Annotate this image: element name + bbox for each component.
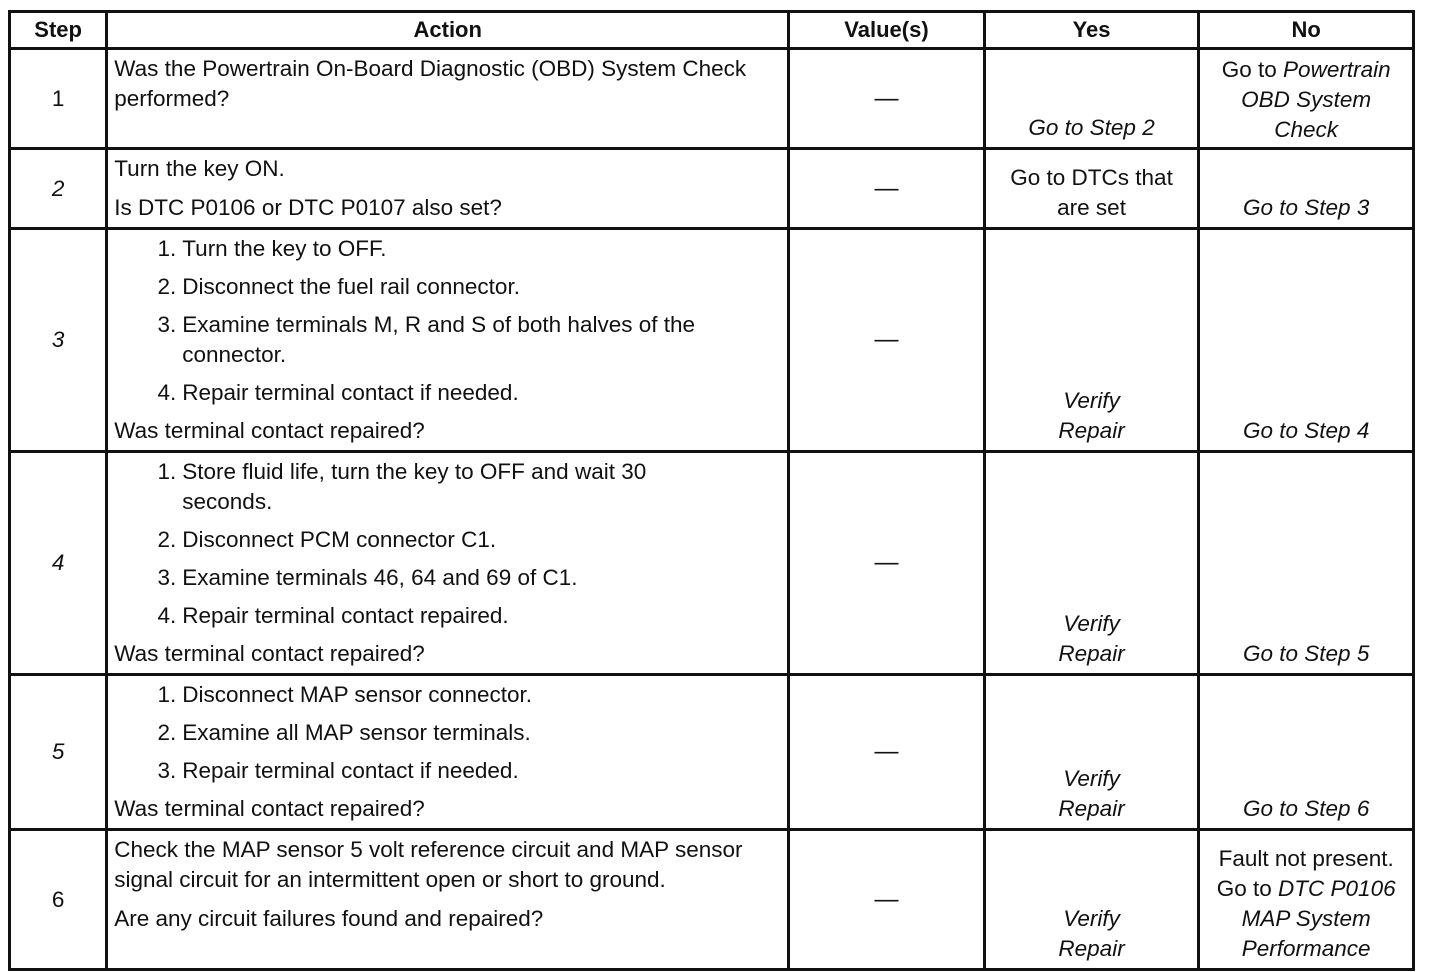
action-cell [107,229,789,452]
table-row-step-4 [10,452,1414,675]
list-item: 4. Repair terminal contact repaired. [157,603,509,628]
yes-cell [984,830,1199,970]
no-cell [1199,49,1414,149]
no-cell [1199,229,1414,452]
table-row-step-3 [10,229,1414,452]
yes-text: Verify Repair [1058,388,1125,443]
action-steps-list [114,680,781,786]
action-line: Turn the key ON. [114,156,285,181]
no-text: Go to Step 3 [1243,195,1370,220]
yes-cell [984,452,1199,675]
list-item: 2. Examine all MAP sensor terminals. [157,720,531,745]
no-text: Go to Step 5 [1243,641,1370,666]
no-prefix: Go to [1221,57,1277,82]
list-item: 1. Store fluid life, turn the key to OFF and wait 30 seconds. [157,459,647,514]
list-item: 3. Examine terminals 46, 64 and 69 of C1. [157,565,578,590]
list-item: 4. Repair terminal contact if needed. [157,380,519,405]
action-cell [107,49,789,149]
step-number: 1 [10,49,107,149]
list-item: 2. Disconnect PCM connector C1. [157,527,497,552]
action-steps-list [114,234,781,408]
no-prefix: Go to [1216,876,1272,901]
value-cell: — [789,149,985,229]
yes-text: Go to Step 2 [1028,115,1155,140]
list-item: 1. Disconnect MAP sensor connector. [157,682,533,707]
no-link-text: Powertrain OBD System Check [1241,57,1391,142]
step-number: 5 [10,675,107,830]
value-cell: — [789,452,985,675]
action-cell [107,452,789,675]
table-row-step-5 [10,675,1414,830]
no-cell [1199,452,1414,675]
yes-cell [984,229,1199,452]
no-text: Go to Step 4 [1243,418,1370,443]
yes-cell [984,675,1199,830]
no-link-text: DTC P0106 MAP System Performance [1241,876,1396,961]
action-cell [107,675,789,830]
yes-cell [984,149,1199,229]
action-question: Was terminal contact repaired? [114,641,425,666]
diagnostic-table [8,10,1415,971]
table-row-step-1 [10,49,1414,149]
header-action: Action [107,12,789,49]
yes-text: Go to DTCs that are set [1010,165,1173,220]
list-item: 3. Repair terminal contact if needed. [157,758,519,783]
action-text: Was the Powertrain On-Board Diagnostic (OBD) System Check performed? [114,56,747,111]
action-steps-list [114,457,781,631]
action-question: Was terminal contact repaired? [114,796,425,821]
table-row-step-2 [10,149,1414,229]
action-question: Are any circuit failures found and repaired? [114,906,544,931]
header-values: Value(s) [789,12,985,49]
no-cell [1199,149,1414,229]
header-row [10,12,1414,49]
header-step: Step [10,12,107,49]
action-cell [107,830,789,970]
step-number: 6 [10,830,107,970]
yes-text: Verify Repair [1058,766,1125,821]
step-number: 4 [10,452,107,675]
value-cell: — [789,49,985,149]
action-text: Check the MAP sensor 5 volt reference circuit and MAP sensor signal circuit for an intermittent open or short to ground. [114,837,743,892]
step-number: 3 [10,229,107,452]
header-no: No [1199,12,1414,49]
action-cell [107,149,789,229]
action-question: Is DTC P0106 or DTC P0107 also set? [114,195,502,220]
value-cell: — [789,830,985,970]
list-item: 2. Disconnect the fuel rail connector. [157,274,520,299]
value-cell: — [789,229,985,452]
yes-cell [984,49,1199,149]
yes-text: Verify Repair [1058,906,1125,961]
no-cell [1199,830,1414,970]
list-item: 3. Examine terminals M, R and S of both halves of the connector. [157,312,696,367]
value-cell: — [789,675,985,830]
header-yes: Yes [984,12,1199,49]
list-item: 1. Turn the key to OFF. [157,236,387,261]
action-question: Was terminal contact repaired? [114,418,425,443]
yes-text: Verify Repair [1058,611,1125,666]
step-number: 2 [10,149,107,229]
table-row-step-6 [10,830,1414,970]
no-text: Go to Step 6 [1243,796,1370,821]
no-cell [1199,675,1414,830]
no-text-line: Fault not present. [1218,846,1394,871]
